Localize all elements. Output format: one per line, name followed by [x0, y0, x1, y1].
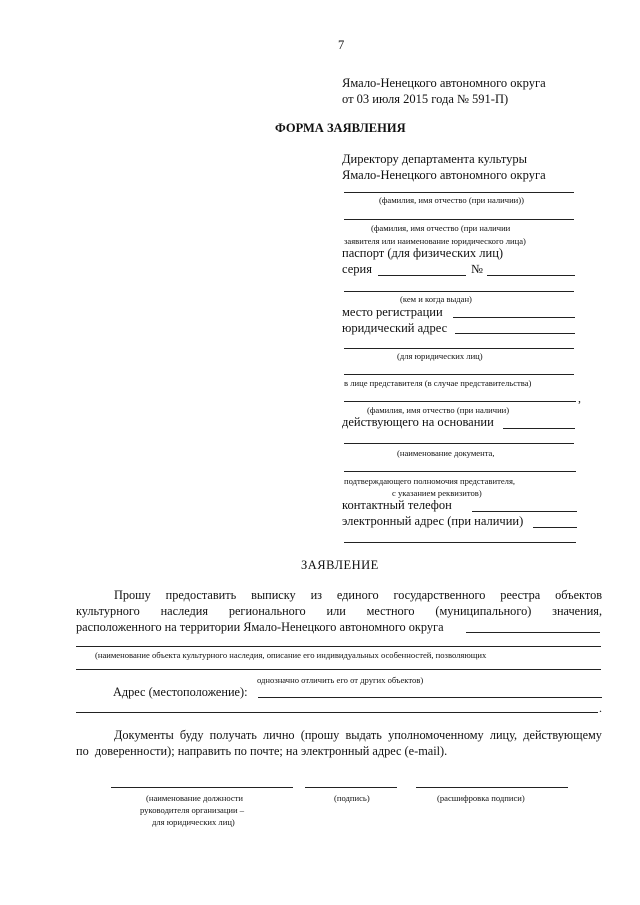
addressee-line-1: Директору департамента культуры: [342, 152, 528, 166]
legal-line: [344, 348, 574, 349]
caption-confirming: подтверждающего полномочия представителя,: [344, 476, 516, 486]
caption-fio-2b: заявителя или наименование юридического лица): [344, 236, 526, 246]
email-line-2: [344, 542, 576, 543]
para1-word: (муниципального): [435, 604, 532, 618]
object-line-1: [76, 646, 601, 647]
form-title: ФОРМА ЗАЯВЛЕНИЯ: [275, 121, 406, 135]
caption-object-2: однозначно отличить его от других объектов): [257, 675, 424, 685]
caption-fio-1: (фамилия, имя отчество (при наличии)): [379, 195, 524, 205]
fio-line-3: [344, 401, 576, 402]
page-number: 7: [338, 38, 345, 52]
representative-line: [344, 374, 574, 375]
caption-decoding: (расшифровка подписи): [437, 793, 525, 803]
caption-issued: (кем и когда выдан): [400, 294, 472, 304]
para1-word: предоставить: [165, 588, 237, 602]
para1-word: местного: [366, 604, 415, 618]
series-line: [378, 275, 466, 276]
para2-word: уполномоченному: [388, 728, 484, 742]
para1-word: наследия: [160, 604, 209, 618]
para1-line-2: [76, 604, 602, 619]
para2-word: Документы: [114, 728, 174, 742]
phone-line: [472, 511, 577, 512]
address-line-2: [76, 712, 598, 713]
para2-word: лицу,: [489, 728, 518, 742]
para1-word: выписку: [251, 588, 296, 602]
legal-address-line: [455, 333, 575, 334]
confirming-line: [344, 471, 576, 472]
address-period: .: [599, 701, 602, 715]
para1-word: регионального: [228, 604, 306, 618]
para2-word: действующему: [523, 728, 602, 742]
para2-word: (прошу: [300, 728, 340, 742]
issued-line: [344, 291, 574, 292]
para2-word: выдать: [345, 728, 382, 742]
para2-word: буду: [179, 728, 204, 742]
reg-place-label: место регистрации: [342, 305, 443, 319]
caption-fio-3: (фамилия, имя отчество (при наличии): [367, 405, 510, 415]
caption-representative: в лице представителя (в случае представительства): [344, 378, 532, 388]
para1-word: реестра: [500, 588, 541, 602]
caption-requisites: с указанием реквизитов): [392, 488, 482, 498]
series-label: серия: [342, 262, 372, 276]
email-line: [533, 527, 577, 528]
object-territory-line: [466, 632, 600, 633]
document-line: [344, 443, 574, 444]
phone-label: контактный телефон: [342, 498, 452, 512]
legal-address-label: юридический адрес: [342, 321, 448, 335]
caption-object-1: (наименование объекта культурного наследия, описание его индивидуальных особенностей, позволяющих: [95, 650, 487, 660]
caption-position-3: для юридических лиц): [152, 817, 235, 827]
addressee-line-2: Ямало-Ненецкого автономного округа: [342, 168, 546, 182]
para1-word: объектов: [555, 588, 603, 602]
para2-word: лично: [262, 728, 295, 742]
para1-word: государственного: [393, 588, 486, 602]
caption-legal: (для юридических лиц): [397, 351, 483, 361]
number-line: [487, 275, 575, 276]
para2-line-1: [76, 728, 602, 743]
header-line-2: от 03 июля 2015 года № 591-П): [342, 92, 509, 106]
para1-word: единого: [336, 588, 379, 602]
header-line-1: Ямало-Ненецкого автономного округа: [342, 76, 546, 90]
para1-word: культурного: [76, 604, 140, 618]
object-line-2: [76, 669, 601, 670]
para2-word: получать: [209, 728, 257, 742]
fio-line-1: [344, 192, 574, 193]
address-label: Адрес (местоположение):: [113, 685, 248, 699]
caption-fio-2a: (фамилия, имя отчество (при наличии: [371, 223, 511, 233]
position-line: [111, 787, 293, 788]
para1-word: Прошу: [114, 588, 151, 602]
comma: ,: [578, 391, 581, 405]
para1-word: значения,: [552, 604, 603, 618]
decoding-line: [416, 787, 568, 788]
caption-signature: (подпись): [334, 793, 370, 803]
para1-line-3: расположенного на территории Ямало-Ненецкого автономного округа: [76, 620, 444, 634]
email-label: электронный адрес (при наличии): [342, 514, 524, 528]
fio-line-2: [344, 219, 574, 220]
acting-basis-label: действующего на основании: [342, 415, 494, 429]
acting-basis-line: [503, 428, 575, 429]
reg-place-line: [453, 317, 575, 318]
caption-position-1: (наименование должности: [146, 793, 244, 803]
number-label: №: [471, 262, 483, 276]
signature-line: [305, 787, 397, 788]
para1-word: из: [310, 588, 323, 602]
caption-position-2: руководителя организации –: [140, 805, 245, 815]
address-line-1: [258, 697, 602, 698]
para2-line-2: по доверенности); направить по почте; на электронный адрес (e-mail).: [76, 744, 448, 758]
passport-label: паспорт (для физических лиц): [342, 246, 504, 260]
para1-line-1: [76, 588, 602, 603]
statement-title: ЗАЯВЛЕНИЕ: [301, 558, 379, 572]
caption-document: (наименование документа,: [397, 448, 495, 458]
para1-word: или: [326, 604, 346, 618]
